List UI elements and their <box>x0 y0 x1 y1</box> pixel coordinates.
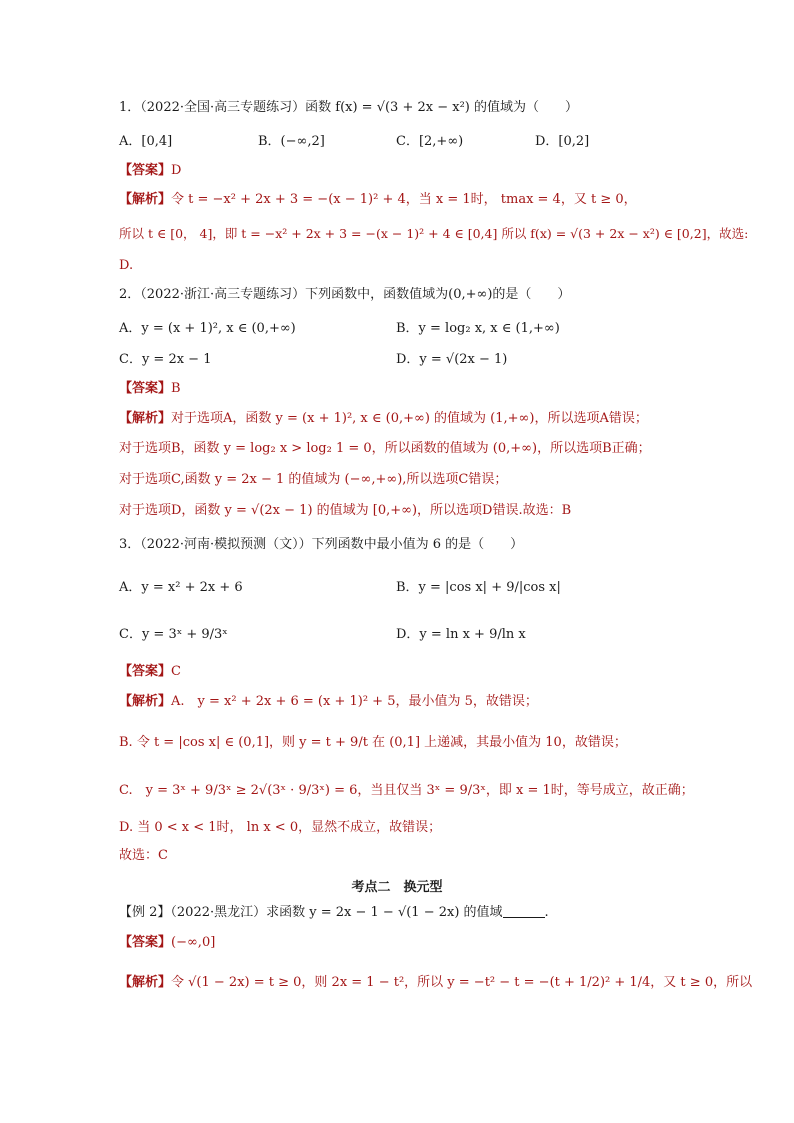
q1-option-c: C．[2,+∞) <box>396 134 464 149</box>
analysis-text: A. y = x² + 2x + 6 = (x + 1)² + 5，最小值为 5，故错误； <box>171 694 538 709</box>
q1-option-d: D．[0,2] <box>535 134 590 149</box>
section-heading: 考点二 换元型 <box>351 880 443 895</box>
q1-analysis-line-3: D. <box>119 258 134 273</box>
q2-analysis-line-1 <box>119 410 648 428</box>
q3-analysis-line-3: C. y = 3ˣ + 9/3ˣ ≥ 2√(3ˣ · 9/3ˣ) = 6，当且仅当 3ˣ = 9/3ˣ，即 x = 1时，等号成立，故正确； <box>119 783 694 798</box>
q2-analysis-line-2: 对于选项B，函数 y = log₂ x > log₂ 1 = 0，所以函数的值域为 (0,+∞)，所以选项B正确； <box>119 441 651 456</box>
q3-answer <box>119 663 181 681</box>
q1-option-b: B．(−∞,2] <box>258 134 325 149</box>
analysis-tag: 【解析】 <box>119 411 172 426</box>
ex2-analysis-line-1 <box>119 974 752 992</box>
answer-value: C <box>171 664 181 679</box>
analysis-tag: 【解析】 <box>119 975 172 990</box>
answer-value: (−∞,0] <box>171 935 216 950</box>
answer-tag: 【答案】 <box>119 664 172 679</box>
q3-analysis-line-2: B. 令 t = |cos x| ∈ (0,1]，则 y = t + 9/t 在 (0,1] 上递减，其最小值为 10，故错误； <box>119 735 627 750</box>
q3-option-c: C．y = 3ˣ + 9/3ˣ <box>119 627 228 642</box>
q3-option-a: A．y = x² + 2x + 6 <box>119 580 243 595</box>
analysis-tag: 【解析】 <box>119 192 172 207</box>
q2-option-c: C．y = 2x − 1 <box>119 352 212 367</box>
q2-stem: 2．（2022·浙江·高三专题练习）下列函数中，函数值域为(0,+∞)的是（ ） <box>119 287 571 302</box>
answer-value: B <box>171 381 181 396</box>
ex2-stem-text: 【例 2】（2022·黑龙江）求函数 y = 2x − 1 − √(1 − 2x) 的值域 <box>119 905 503 920</box>
q3-analysis-line-1 <box>119 693 538 711</box>
answer-tag: 【答案】 <box>119 381 172 396</box>
q1-analysis-line-1 <box>119 191 637 209</box>
ex2-stem <box>119 904 549 922</box>
q2-option-d: D．y = √(2x − 1) <box>396 352 508 367</box>
answer-value: D <box>171 163 182 178</box>
ex2-answer <box>119 934 215 952</box>
q1-stem: 1．（2022·全国·高三专题练习）函数 f(x) = √(3 + 2x − x²) 的值域为（ ） <box>119 100 578 115</box>
q2-option-b: B．y = log₂ x, x ∈ (1,+∞) <box>396 321 560 336</box>
q3-option-b: B．y = |cos x| + 9/|cos x| <box>396 580 561 595</box>
q2-answer <box>119 380 181 398</box>
q2-option-a: A．y = (x + 1)², x ∈ (0,+∞) <box>119 321 296 336</box>
analysis-tag: 【解析】 <box>119 694 172 709</box>
q3-stem: 3．（2022·河南·模拟预测（文））下列函数中最小值为 6 的是（ ） <box>119 537 524 552</box>
q2-analysis-line-4: 对于选项D，函数 y = √(2x − 1) 的值域为 [0,+∞)，所以选项D错误.故选：B <box>119 503 572 518</box>
q3-option-d: D．y = ln x + 9/ln x <box>396 627 526 642</box>
answer-blank <box>503 905 545 918</box>
q1-analysis-line-2: 所以 t ∈ [0， 4]，即 t = −x² + 2x + 3 = −(x − 1)² + 4 ∈ [0,4] 所以 f(x) = √(3 + 2x − x²) ∈ [0,2]，故选: <box>119 226 749 241</box>
ex2-stem-end: . <box>544 905 549 920</box>
q2-analysis-line-3: 对于选项C,函数 y = 2x − 1 的值域为 (−∞,+∞),所以选项C错误； <box>119 472 508 487</box>
answer-tag: 【答案】 <box>119 163 172 178</box>
analysis-text: 对于选项A，函数 y = (x + 1)², x ∈ (0,+∞) 的值域为 (1,+∞)，所以选项A错误； <box>171 411 648 426</box>
answer-tag: 【答案】 <box>119 935 172 950</box>
analysis-text: 令 t = −x² + 2x + 3 = −(x − 1)² + 4，当 x = 1时， tmax = 4，又 t ≥ 0， <box>171 192 637 207</box>
q3-analysis-line-4: D. 当 0 < x < 1时， ln x < 0，显然不成立，故错误； <box>119 820 442 835</box>
analysis-text: 令 √(1 − 2x) = t ≥ 0，则 2x = 1 − t²，所以 y = −t² − t = −(t + 1/2)² + 1/4，又 t ≥ 0，所以 <box>171 975 753 990</box>
q3-conclusion: 故选：C <box>119 848 168 863</box>
q1-option-a: A．[0,4] <box>119 134 173 149</box>
q1-answer <box>119 162 181 180</box>
